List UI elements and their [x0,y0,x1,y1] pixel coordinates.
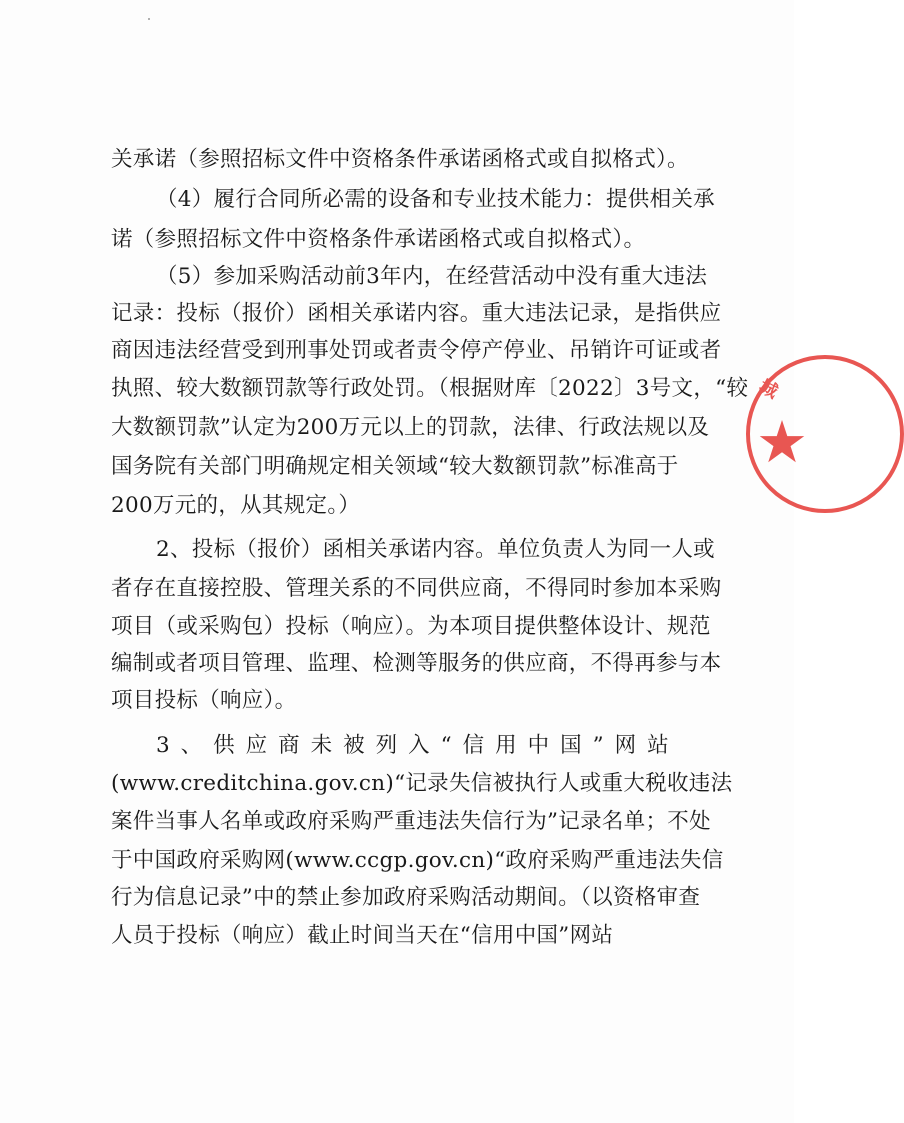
text-line-19: 于中国政府采购网(www.ccgp.gov.cn)“政府采购严重违法失信 [111,848,724,873]
text-line-18: 案件当事人名单或政府采购严重违法失信行为”记录名单；不处 [111,809,711,834]
text-line-10: 200万元的，从其规定。） [111,493,361,518]
text-line-12: 者存在直接控股、管理关系的不同供应商，不得同时参加本采购 [111,576,722,601]
text-line-17: (www.creditchina.gov.cn)“记录失信被执行人或重大税收违法 [111,771,733,796]
text-line-5: 记录：投标（报价）函相关承诺内容。重大违法记录，是指供应 [111,301,722,326]
text-line-9: 国务院有关部门明确规定相关领域“较大数额罚款”标准高于 [111,454,679,479]
text-line-14: 编制或者项目管理、监理、检测等服务的供应商，不得再参与本 [111,651,722,676]
text-line-11: 2、投标（报价）函相关承诺内容。单位负责人为同一人或 [156,537,715,562]
seal-text: 城 [755,375,782,403]
text-line-1: 关承诺（参照招标文件中资格条件承诺函格式或自拟格式）。 [111,147,689,172]
star-icon: ★ [756,408,808,476]
text-line-13: 项目（或采购包）投标（响应）。为本项目提供整体设计、规范 [111,614,711,639]
text-line-15: 项目投标（响应）。 [111,688,297,713]
text-line-20: 行为信息记录”中的禁止参加政府采购活动期间。（以资格审查 [111,885,701,910]
official-seal [746,355,904,513]
text-line-3: 诺（参照招标文件中资格条件承诺函格式或自拟格式）。 [111,227,646,252]
text-line-4: （5）参加采购活动前3年内，在经营活动中没有重大违法 [156,264,708,289]
text-line-8: 大数额罚款”认定为200万元以上的罚款，法律、行政法规以及 [111,415,710,440]
text-line-16: 3、供应商未被列入“信用中国”网站 [156,733,680,758]
text-line-6: 商因违法经营受到刑事处罚或者责令停产停业、吊销许可证或者 [111,338,722,363]
text-line-21: 人员于投标（响应）截止时间当天在“信用中国”网站 [111,923,614,948]
scan-speck [148,18,150,20]
text-line-7: 执照、较大数额罚款等行政处罚。（根据财库〔2022〕3号文，“较 [111,376,749,401]
text-line-2: （4）履行合同所必需的设备和专业技术能力：提供相关承 [156,187,715,212]
